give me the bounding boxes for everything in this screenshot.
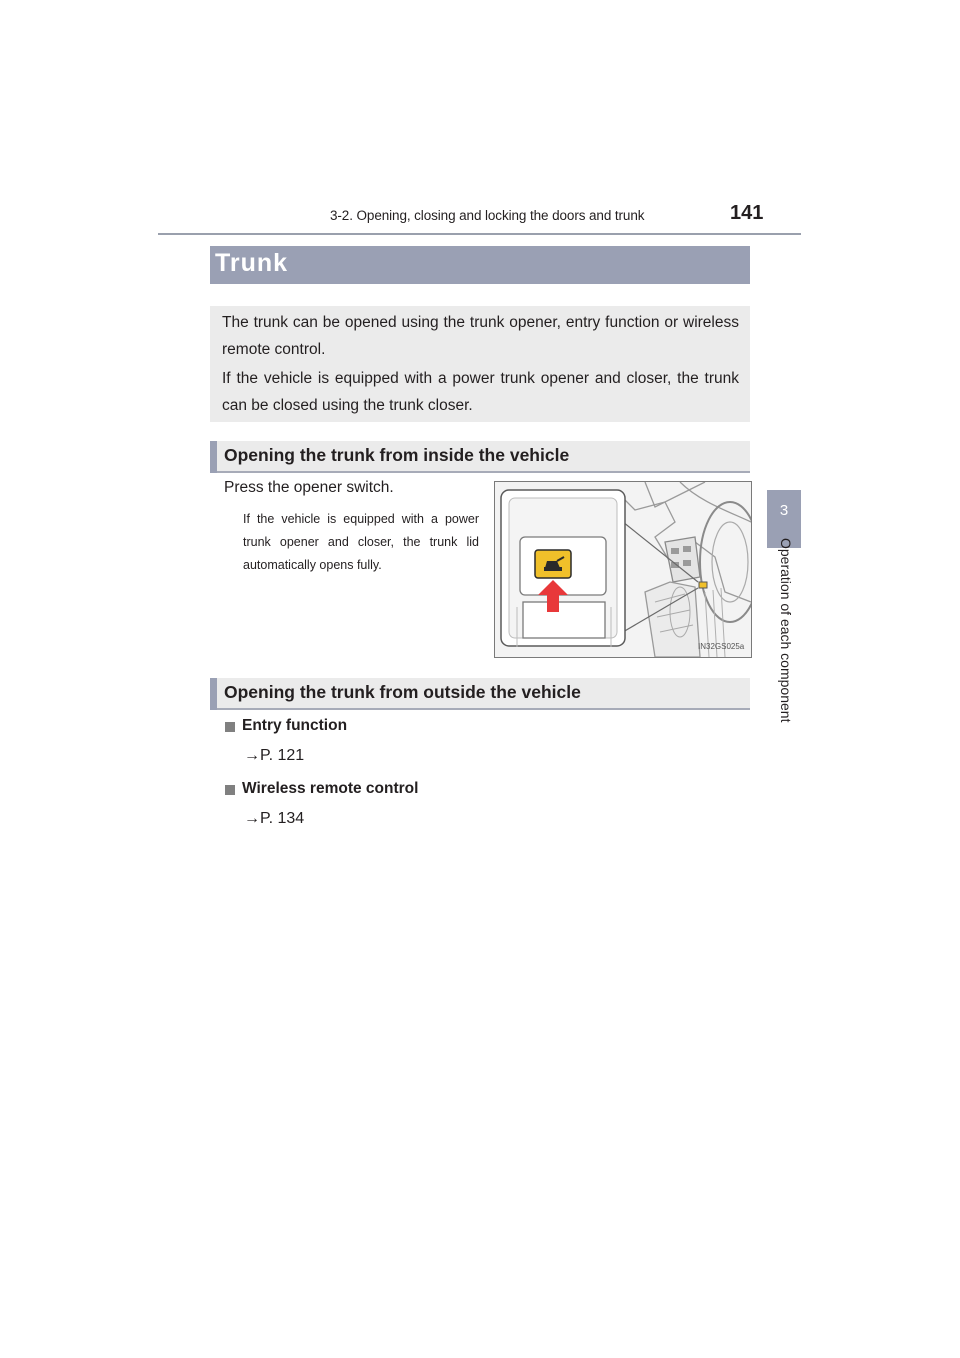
section-heading-outside: Opening the trunk from outside the vehicle — [224, 682, 581, 702]
page-number: 141 — [730, 202, 764, 224]
square-bullet-icon — [225, 722, 235, 732]
running-header: 3-2. Opening, closing and locking the doors and trunk — [330, 208, 645, 223]
trunk-opener-illustration — [494, 481, 752, 658]
chapter-number: 3 — [779, 502, 789, 519]
item-label-wireless-remote: Wireless remote control — [242, 780, 419, 797]
page-reference-text: P. 134 — [260, 810, 305, 827]
square-bullet-icon — [225, 785, 235, 795]
page-reference-text: P. 121 — [260, 747, 305, 764]
intro-paragraph-1: The trunk can be opened using the trunk opener, entry function or wireless remote control. — [222, 314, 739, 358]
page-reference-wireless[interactable] — [244, 810, 304, 828]
item-label-entry-function: Entry function — [242, 717, 348, 734]
right-arrow-icon: → — [244, 747, 260, 764]
figure-code: IN32GS025a — [698, 642, 745, 651]
instruction-text: Press the opener switch. — [224, 479, 394, 496]
page-title: Trunk — [215, 249, 289, 277]
intro-paragraph-2: If the vehicle is equipped with a power trunk opener and closer, the trunk can be closed using the trunk closer. — [222, 370, 739, 414]
right-arrow-icon: → — [244, 810, 260, 827]
instruction-note: If the vehicle is equipped with a power trunk opener and closer, the trunk lid automatically opens fully. — [243, 512, 479, 572]
section-heading-inside: Opening the trunk from inside the vehicle — [224, 445, 570, 465]
section-accent-bar — [210, 441, 217, 473]
section-accent-bar — [210, 678, 217, 710]
chapter-label: Operation of each component — [778, 538, 794, 723]
header-divider — [158, 233, 801, 235]
page-reference-entry[interactable] — [244, 747, 304, 765]
title-bar — [210, 246, 750, 284]
